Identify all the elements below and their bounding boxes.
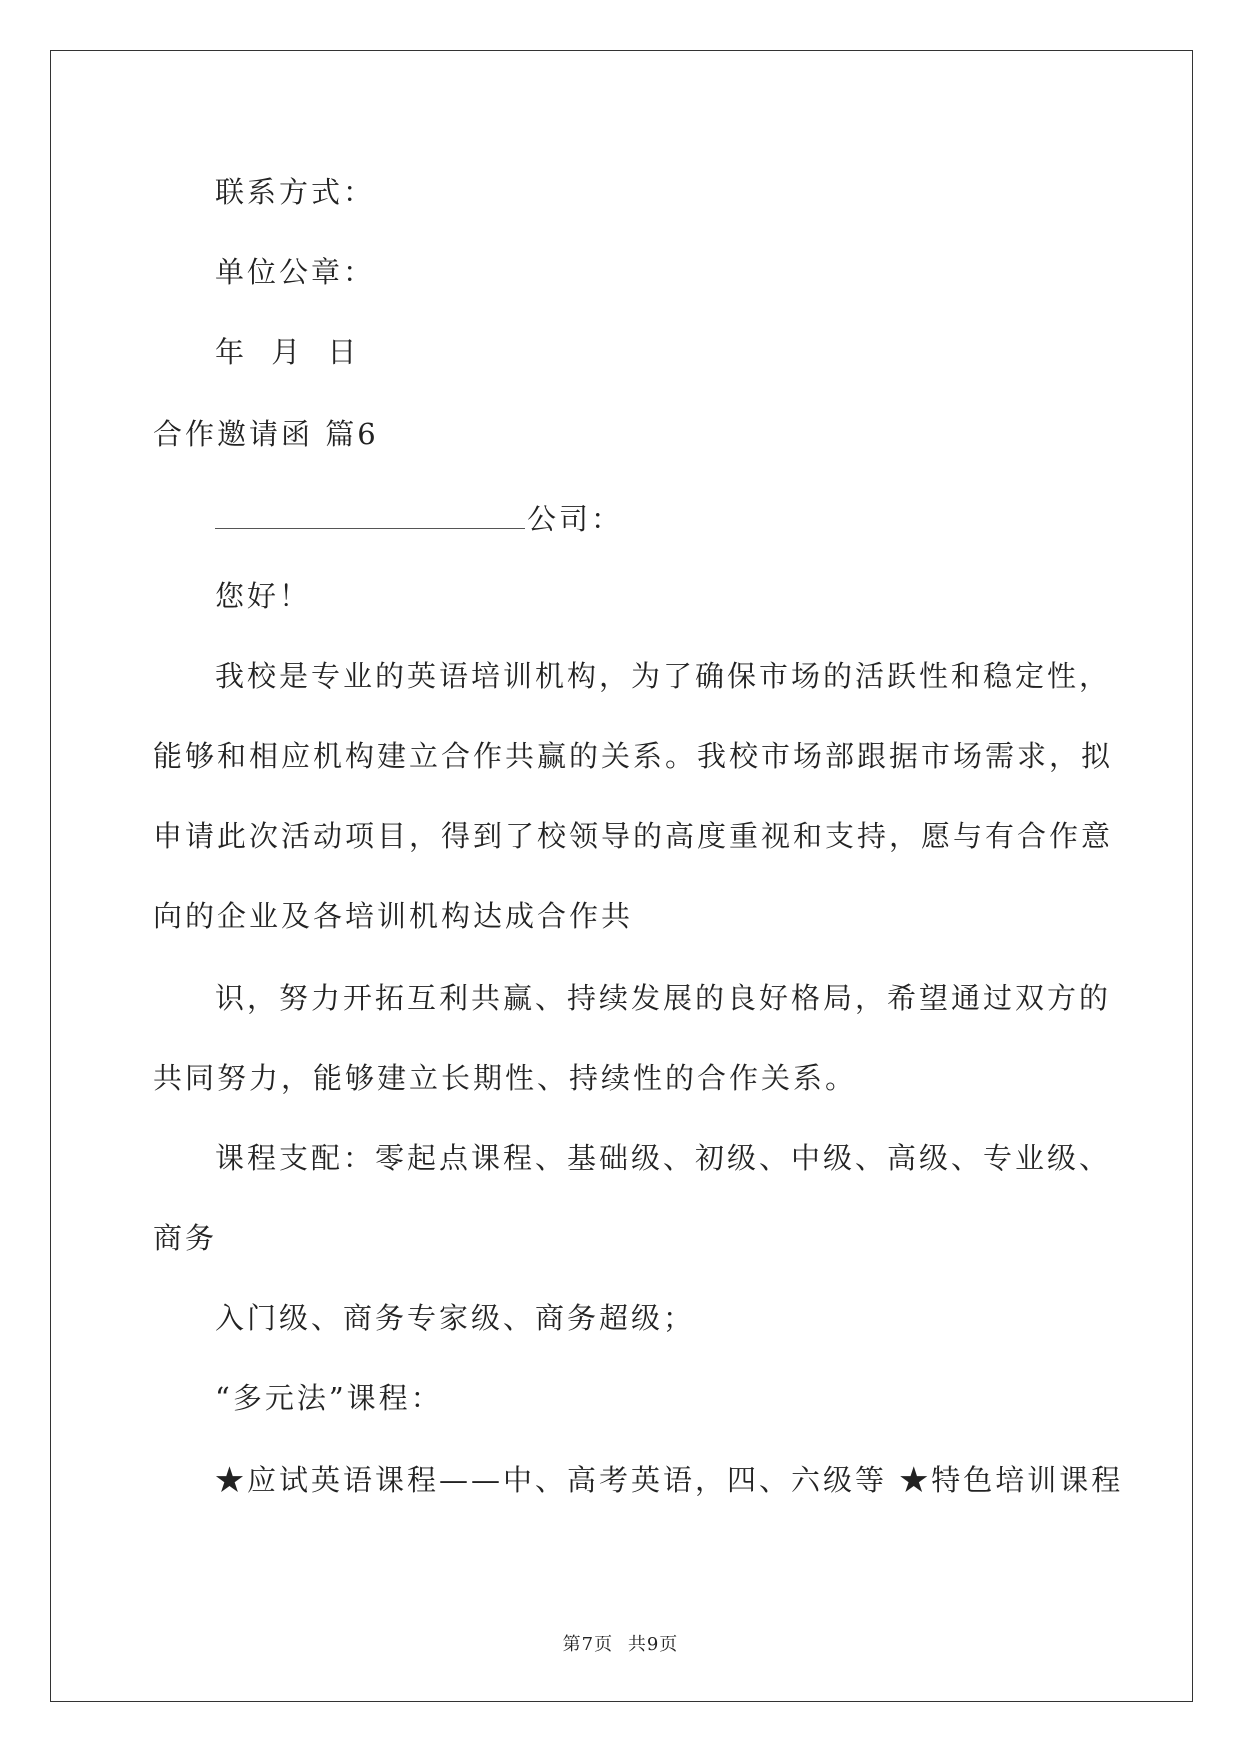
page-footer xyxy=(0,1636,1241,1654)
seal-label: 单位公章： xyxy=(215,255,376,289)
paragraph-line: 识，努力开拓互利共赢、持续发展的良好格局，希望通过双方的 xyxy=(215,981,1112,1015)
contact-label: 联系方式： xyxy=(215,175,376,209)
blank-field xyxy=(215,502,525,529)
paragraph-line: 能够和相应机构建立合作共赢的关系。我校市场部跟据市场需求，拟 xyxy=(153,739,1114,773)
page-number: 第7页 xyxy=(562,1634,614,1655)
recipient-line xyxy=(215,502,623,534)
greeting: 您好！ xyxy=(215,579,312,613)
paragraph-line: 课程支配：零起点课程、基础级、初级、中级、高级、专业级、 xyxy=(215,1141,1112,1175)
recipient-suffix: 公司： xyxy=(527,502,624,536)
paragraph-line: 商务 xyxy=(153,1221,218,1255)
page-border xyxy=(50,50,1193,1702)
paragraph-line: 向的企业及各培训机构达成合作共 xyxy=(153,899,634,933)
paragraph-line: ★应试英语课程——中、高考英语，四、六级等 ★特色培训课程 xyxy=(215,1463,1124,1497)
page-total: 共9页 xyxy=(627,1634,679,1655)
date-line: 年 月 日 xyxy=(215,335,360,369)
paragraph-line: 申请此次活动项目，得到了校领导的高度重视和支持，愿与有合作意 xyxy=(153,819,1114,853)
paragraph-line: 入门级、商务专家级、商务超级； xyxy=(215,1301,696,1335)
paragraph-line: 共同努力，能够建立长期性、持续性的合作关系。 xyxy=(153,1061,858,1095)
paragraph-line: 我校是专业的英语培训机构，为了确保市场的活跃性和稳定性， xyxy=(215,659,1112,693)
paragraph-line: “多元法”课程： xyxy=(215,1381,443,1415)
section-heading: 合作邀请函 篇6 xyxy=(153,417,379,451)
